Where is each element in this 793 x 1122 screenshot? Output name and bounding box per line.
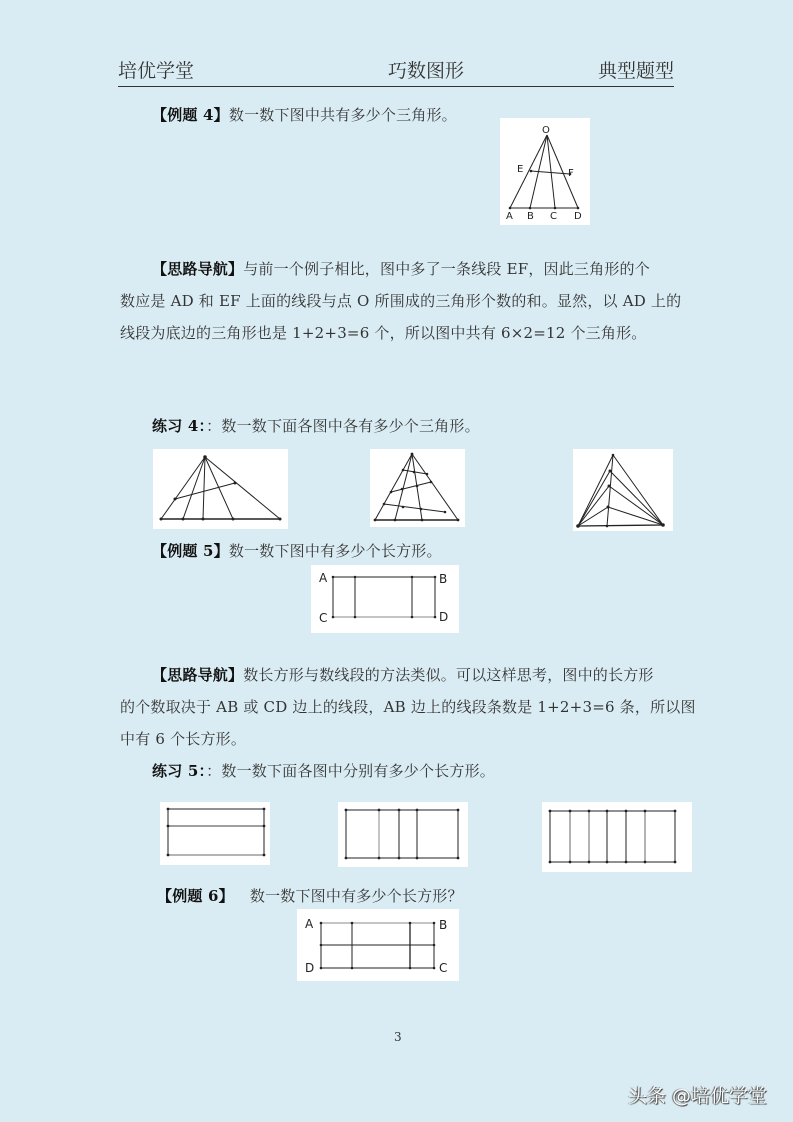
header-left: 培优学堂 — [118, 60, 195, 82]
example6-figure — [297, 909, 459, 981]
page-number: 3 — [394, 1030, 402, 1044]
example4-analysis-line2: 数应是 AD 和 EF 上面的线段与点 O 所围成的三角形个数的和。显然，以 AD 上的 — [120, 292, 682, 310]
example6-question: 数一数下图中有多少个长方形？ — [249, 887, 463, 905]
example4-tag: 【例题 4】 — [152, 106, 229, 124]
label-E: E — [517, 164, 524, 175]
label-A: A — [319, 571, 328, 585]
header-center: 巧数图形 — [388, 60, 465, 82]
analysis-text: 与前一个例子相比，图中多了一条线段 EF，因此三角形的个 — [243, 260, 650, 278]
example5-analysis-line1 — [152, 664, 654, 685]
header-right: 典型题型 — [597, 60, 674, 82]
example6-question-line — [157, 885, 463, 906]
example5-analysis-line3: 中有 6 个长方形。 — [120, 730, 247, 748]
example5-analysis-tag: 【思路导航】 — [152, 666, 244, 684]
label-C: C — [439, 961, 448, 975]
practice4-question: ：数一数下面各图中各有多少个三角形。 — [206, 417, 480, 435]
example5-tag: 【例题 5】 — [152, 542, 229, 560]
label-D: D — [305, 961, 315, 975]
label-O: O — [542, 125, 550, 136]
practice4-figure-2 — [370, 449, 465, 527]
example5-question-line — [152, 540, 442, 561]
example4-analysis-line1 — [152, 258, 650, 279]
label-A: A — [305, 917, 314, 931]
label-D: D — [439, 610, 449, 624]
label-C: C — [319, 611, 328, 625]
practice5-figure-1 — [160, 802, 270, 865]
label-C: C — [550, 211, 557, 222]
practice4-figure-1 — [153, 449, 288, 529]
example5-analysis-line2: 的个数取决于 AB 或 CD 边上的线段，AB 边上的线段条数是 1+2+3=6 条，所以图 — [120, 698, 696, 716]
example4-figure — [500, 118, 590, 225]
practice5-figure-3 — [542, 802, 692, 872]
label-D: D — [574, 211, 582, 222]
example5-question: 数一数下图中有多少个长方形。 — [228, 542, 442, 560]
practice4-tag: 练习 4： — [152, 417, 207, 435]
example4-analysis-line3: 线段为底边的三角形也是 1+2+3=6 个，所以图中共有 6×2=12 个三角形。 — [120, 324, 647, 342]
watermark: 头条 @培优学堂 — [628, 1085, 768, 1107]
practice5-question: ：数一数下面各图中分别有多少个长方形。 — [206, 762, 495, 780]
label-B: B — [439, 572, 448, 586]
practice4-figure-3 — [573, 449, 673, 531]
analysis-text: 数长方形与数线段的方法类似。可以这样思考，图中的长方形 — [243, 666, 654, 684]
practice5-line — [152, 760, 495, 781]
label-B: B — [439, 918, 448, 932]
page-header — [118, 56, 674, 87]
example4-analysis-tag: 【思路导航】 — [152, 260, 244, 278]
label-A: A — [506, 211, 513, 222]
practice4-line — [152, 415, 480, 436]
practice5-tag: 练习 5： — [152, 762, 207, 780]
example4-question-line — [152, 104, 457, 125]
practice5-figure-2 — [338, 802, 468, 867]
example4-question: 数一数下图中共有多少个三角形。 — [228, 106, 457, 124]
example5-figure — [311, 565, 459, 633]
example6-tag: 【例题 6】 — [157, 887, 234, 905]
label-F: F — [568, 168, 574, 179]
label-B: B — [527, 211, 534, 222]
